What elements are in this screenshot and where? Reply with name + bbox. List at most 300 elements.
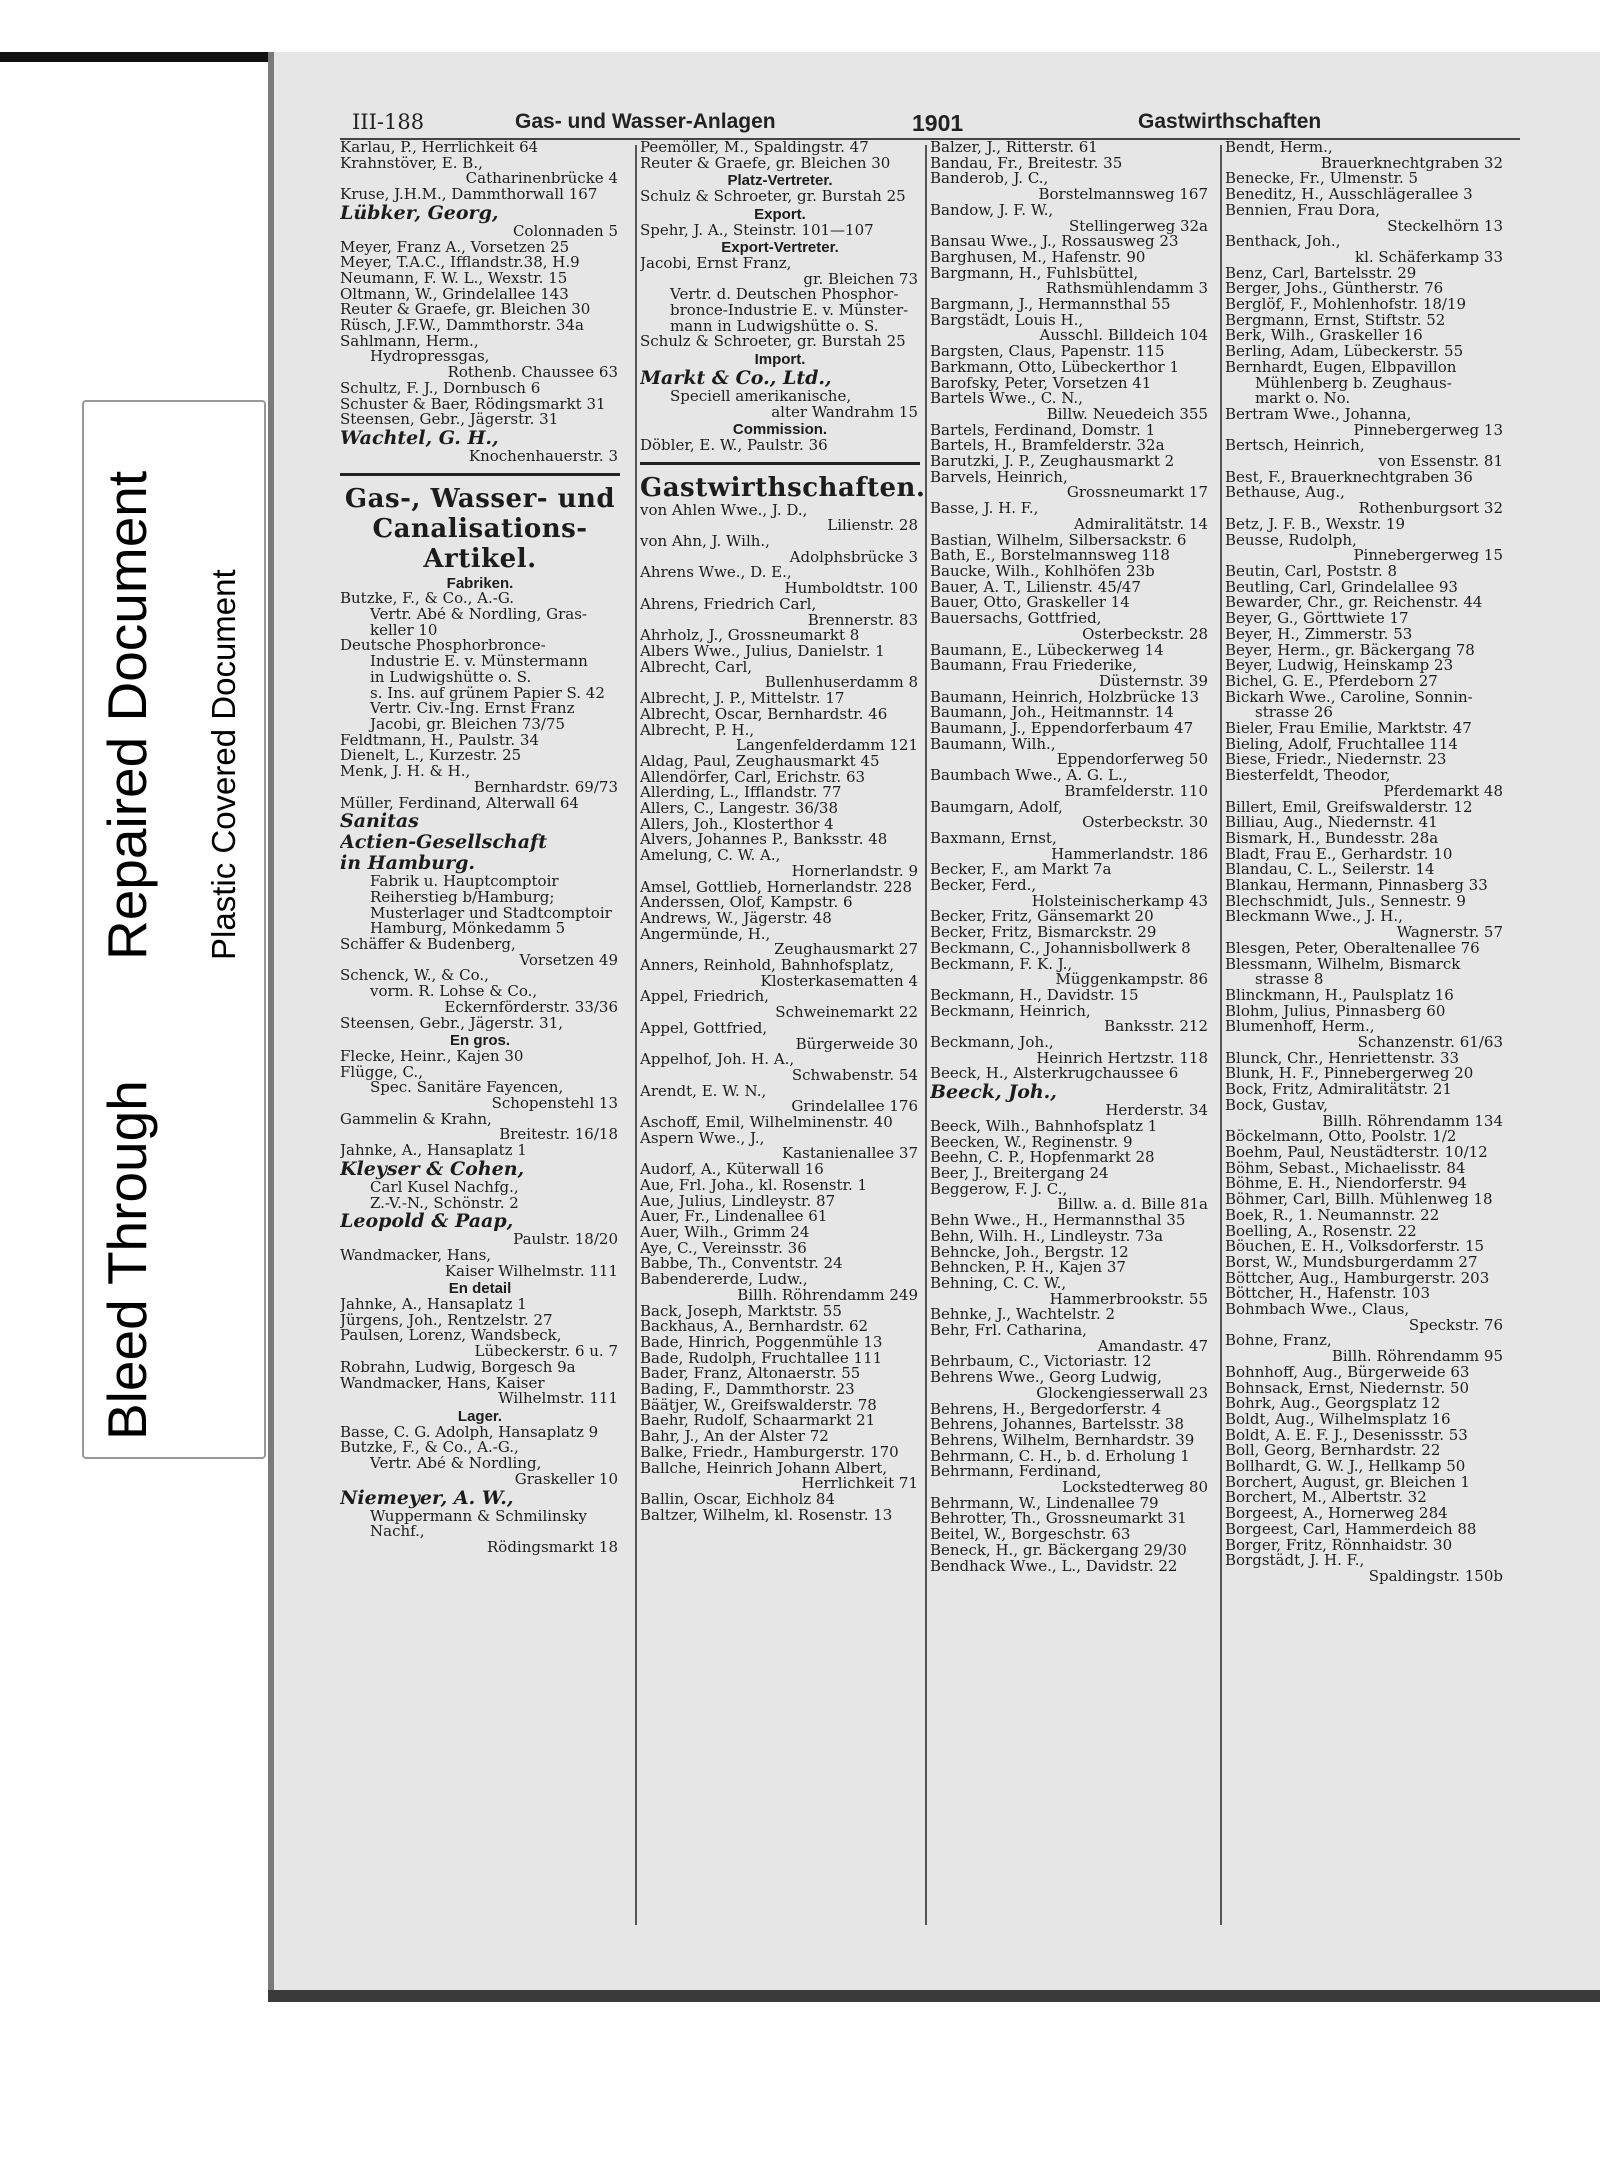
entry-continuation: Adolphsbrücke 3 bbox=[789, 549, 918, 566]
directory-entry: Alvers, Johannes P., Banksstr. 48 bbox=[640, 832, 888, 849]
directory-entry: Aspern Wwe., J., bbox=[640, 1130, 765, 1147]
directory-entry: Blunck, Chr., Henriettenstr. 33 bbox=[1225, 1050, 1460, 1067]
entry-continuation: Billh. Röhrendamm 249 bbox=[737, 1287, 918, 1304]
directory-entry: Bohne, Franz, bbox=[1225, 1333, 1332, 1350]
column-1 bbox=[340, 140, 620, 1556]
directory-entry: Becker, F., am Markt 7a bbox=[930, 862, 1112, 879]
entry-continuation: keller 10 bbox=[370, 622, 438, 639]
directory-entry: Steensen, Gebr., Jägerstr. 31 bbox=[340, 412, 559, 428]
directory-entry: Allers, Joh., Klosterthor 4 bbox=[640, 816, 834, 833]
entry-continuation: Zeughausmarkt 27 bbox=[774, 942, 918, 959]
directory-entry: Borgeest, A., Hornerweg 284 bbox=[1225, 1506, 1448, 1522]
page-bottom-edge bbox=[268, 1990, 1600, 2002]
directory-entry: Berk, Wilh., Graskeller 16 bbox=[1225, 328, 1423, 345]
directory-entry: Bauer, A. T., Lilienstr. 45/47 bbox=[930, 579, 1141, 596]
directory-entry: Blumenhoff, Herm., bbox=[1225, 1019, 1375, 1036]
entry-continuation: Eckernförderstr. 33/36 bbox=[444, 999, 618, 1016]
directory-entry: Appel, Friedrich, bbox=[640, 989, 769, 1006]
entry-continuation: Brauerknechtgraben 32 bbox=[1320, 155, 1503, 172]
directory-entry: Reuter & Graefe, gr. Bleichen 30 bbox=[340, 302, 591, 319]
directory-entry: Rüsch, J.F.W., Dammthorstr. 34a bbox=[340, 318, 584, 334]
directory-entry: Bahr, J., An der Alster 72 bbox=[640, 1429, 829, 1445]
entry-continuation: strasse 26 bbox=[1255, 705, 1333, 722]
directory-entry: Beyer, Ludwig, Heinskamp 23 bbox=[1225, 658, 1454, 674]
directory-entry: Baumann, E., Lübeckerweg 14 bbox=[930, 642, 1164, 659]
entry-continuation: Lilienstr. 28 bbox=[827, 518, 918, 535]
directory-entry: Appel, Gottfried, bbox=[640, 1020, 768, 1037]
column-2 bbox=[640, 140, 926, 1524]
directory-entry: Steensen, Gebr., Jägerstr. 31, bbox=[340, 1015, 564, 1032]
directory-entry: Krahnstöver, E. B., bbox=[340, 155, 483, 172]
directory-entry: Allendörfer, Carl, Erichstr. 63 bbox=[640, 769, 866, 786]
entry-continuation: vorm. R. Lohse & Co., bbox=[370, 984, 538, 1000]
directory-entry: Peemöller, M., Spaldingstr. 47 bbox=[640, 140, 869, 156]
directory-entry: Meyer, T.A.C., Ifflandstr.38, H.9 bbox=[340, 255, 580, 271]
directory-entry: Müller, Ferdinand, Alterwall 64 bbox=[340, 795, 579, 812]
entry-continuation: Vertr. d. Deutschen Phosphor- bbox=[670, 287, 899, 304]
directory-entry: Schulz & Schroeter, gr. Burstah 25 bbox=[640, 334, 906, 351]
directory-entry: Bartels Wwe., C. N., bbox=[930, 391, 1083, 407]
directory-entry: Blesgen, Peter, Oberaltenallee 76 bbox=[1225, 940, 1480, 957]
directory-entry: Böttcher, Aug., Hamburgerstr. 203 bbox=[1225, 1270, 1490, 1287]
directory-entry: Wandmacker, Hans, bbox=[340, 1247, 492, 1264]
directory-entry: von Ahn, J. Wilh., bbox=[640, 534, 770, 550]
directory-entry: Blinckmann, H., Paulsplatz 16 bbox=[1225, 987, 1454, 1004]
directory-entry: Bock, Gustav, bbox=[1225, 1097, 1328, 1114]
directory-entry: Oltmann, W., Grindelallee 143 bbox=[340, 286, 569, 303]
directory-entry: Bennien, Frau Dora, bbox=[1225, 202, 1380, 219]
directory-entry: Bieler, Frau Emilie, Marktstr. 47 bbox=[1225, 721, 1472, 737]
directory-entry: Blankau, Hermann, Pinnasberg 33 bbox=[1225, 878, 1488, 894]
directory-entry: Bichel, G. E., Pferdeborn 27 bbox=[1225, 673, 1438, 690]
entry-continuation: Eppendorferweg 50 bbox=[1056, 752, 1208, 769]
directory-entry: Angermünde, H., bbox=[640, 926, 771, 943]
entry-continuation: Ausschl. Billdeich 104 bbox=[1039, 328, 1208, 345]
section-title: Gas-, Wasser- und bbox=[344, 483, 616, 514]
entry-continuation: Osterbeckstr. 28 bbox=[1082, 626, 1208, 643]
directory-entry: Bading, F., Dammthorstr. 23 bbox=[640, 1382, 855, 1398]
directory-entry: Beneditz, H., Ausschlägerallee 3 bbox=[1225, 187, 1473, 203]
featured-entry: Niemeyer, A. W., bbox=[340, 1487, 514, 1509]
entry-continuation: Rothenburgsort 32 bbox=[1358, 501, 1503, 517]
directory-entry: Jacobi, Ernst Franz, bbox=[640, 255, 792, 272]
directory-entry: Döbler, E. W., Paulstr. 36 bbox=[640, 437, 828, 454]
entry-continuation: Speciell amerikanische, bbox=[670, 388, 852, 405]
directory-entry: Basse, C. G. Adolph, Hansaplatz 9 bbox=[340, 1424, 599, 1441]
directory-entry: Aue, Julius, Lindleystr. 87 bbox=[640, 1193, 836, 1210]
directory-entry: Jahnke, A., Hansaplatz 1 bbox=[340, 1143, 527, 1159]
directory-entry: Beckmann, Joh., bbox=[930, 1035, 1054, 1051]
directory-entry: Bade, Rudolph, Fruchtallee 111 bbox=[640, 1350, 883, 1367]
entry-continuation: Pferdemarkt 48 bbox=[1383, 783, 1503, 800]
directory-entry: Balke, Friedr., Hamburgerstr. 170 bbox=[640, 1444, 899, 1461]
subsection-heading: Fabriken. bbox=[446, 574, 514, 592]
subsection-heading: Commission. bbox=[732, 421, 828, 439]
directory-entry: Boll, Georg, Bernhardstr. 22 bbox=[1225, 1443, 1441, 1460]
directory-entry: Schuster & Baer, Rödingsmarkt 31 bbox=[340, 396, 606, 413]
subsection-heading: Export. bbox=[754, 205, 806, 223]
column-divider bbox=[1220, 145, 1222, 1925]
directory-entry: Basse, J. H. F., bbox=[930, 501, 1039, 517]
entry-continuation: Vertr. Abé & Nordling, Gras- bbox=[370, 607, 587, 623]
directory-entry: Behr, Frl. Catharina, bbox=[930, 1323, 1087, 1339]
directory-entry: Behrmann, C. H., b. d. Erholung 1 bbox=[930, 1448, 1190, 1465]
entry-continuation: Steckelhörn 13 bbox=[1387, 218, 1503, 235]
directory-entry: Borgeest, Carl, Hammerdeich 88 bbox=[1225, 1521, 1477, 1538]
directory-entry: Böuchen, E. H., Volksdorferstr. 15 bbox=[1225, 1239, 1485, 1255]
directory-entry: Bauer, Otto, Graskeller 14 bbox=[930, 595, 1130, 612]
bleed-through-label: Bleed Through bbox=[96, 1080, 158, 1440]
directory-entry: Beckmann, C., Johannisbollwerk 8 bbox=[930, 940, 1191, 957]
repaired-document-label: Repaired Document bbox=[96, 470, 158, 960]
directory-entry: Baehr, Rudolf, Schaarmarkt 21 bbox=[640, 1413, 876, 1430]
directory-entry: Böhmer, Carl, Billh. Mühlenweg 18 bbox=[1225, 1192, 1493, 1208]
directory-entry: Becker, Fritz, Bismarckstr. 29 bbox=[930, 925, 1157, 941]
entry-continuation: Herrlichkeit 71 bbox=[801, 1476, 918, 1492]
page-number: III-188 bbox=[352, 110, 425, 134]
directory-entry: Bendhack Wwe., L., Davidstr. 22 bbox=[930, 1558, 1178, 1575]
section-rule bbox=[340, 473, 620, 476]
featured-entry: in Hamburg. bbox=[340, 853, 476, 875]
directory-entry: Albers Wwe., Julius, Danielstr. 1 bbox=[640, 643, 885, 660]
directory-entry: Bartels, Ferdinand, Domstr. 1 bbox=[930, 422, 1156, 439]
directory-entry: Amsel, Gottlieb, Hornerlandstr. 228 bbox=[640, 879, 913, 896]
entry-continuation: Breitestr. 16/18 bbox=[499, 1127, 618, 1144]
directory-entry: Bader, Franz, Altonaerstr. 55 bbox=[640, 1366, 861, 1383]
directory-entry: Butzke, F., & Co., A.-G., bbox=[340, 1440, 519, 1457]
directory-entry: Bargstädt, Louis H., bbox=[930, 312, 1084, 329]
entry-continuation: Hammerlandstr. 186 bbox=[1051, 846, 1208, 863]
entry-continuation: Lockstedterweg 80 bbox=[1062, 1480, 1208, 1496]
directory-entry: Aye, C., Vereinsstr. 36 bbox=[640, 1240, 807, 1257]
directory-entry: Bohmbach Wwe., Claus, bbox=[1225, 1302, 1410, 1318]
directory-entry: Beyer, Herm., gr. Bäckergang 78 bbox=[1225, 642, 1475, 659]
running-head-right: Gastwirthschaften bbox=[1138, 110, 1322, 133]
directory-entry: Ballche, Heinrich Johann Albert, bbox=[640, 1460, 888, 1477]
featured-entry: Markt & Co., Ltd., bbox=[640, 367, 832, 389]
entry-continuation: Osterbeckstr. 30 bbox=[1082, 815, 1208, 831]
directory-entry: Billert, Emil, Greifswalderstr. 12 bbox=[1225, 799, 1473, 816]
directory-entry: Flecke, Heinr., Kajen 30 bbox=[340, 1048, 524, 1065]
directory-entry: Baumbach Wwe., A. G. L., bbox=[930, 768, 1128, 784]
directory-entry: Albrecht, P. H., bbox=[640, 722, 755, 739]
entry-continuation: in Ludwigshütte o. S. bbox=[370, 669, 532, 686]
entry-continuation: Brennerstr. 83 bbox=[807, 612, 918, 629]
directory-entry: Aue, Frl. Joha., kl. Rosenstr. 1 bbox=[640, 1177, 868, 1194]
directory-entry: Becker, Ferd., bbox=[930, 878, 1037, 894]
entry-continuation: kl. Schäferkamp 33 bbox=[1354, 249, 1503, 266]
directory-entry: Bertsch, Heinrich, bbox=[1225, 438, 1365, 455]
directory-entry: Behnke, J., Wachtelstr. 2 bbox=[930, 1307, 1116, 1324]
entry-continuation: Kastanienallee 37 bbox=[782, 1146, 918, 1163]
entry-continuation: Banksstr. 212 bbox=[1104, 1019, 1208, 1036]
directory-entry: Beutling, Carl, Grindelallee 93 bbox=[1225, 579, 1458, 596]
subsection-heading: Platz-Vertreter. bbox=[727, 172, 833, 190]
entry-continuation: Knochenhauerstr. 3 bbox=[468, 448, 618, 465]
directory-entry: Bergmann, Ernst, Stiftstr. 52 bbox=[1225, 312, 1446, 329]
directory-entry: Kruse, J.H.M., Dammthorwall 167 bbox=[340, 187, 598, 203]
directory-entry: Baumann, Frau Friederike, bbox=[930, 658, 1138, 674]
entry-continuation: Speckstr. 76 bbox=[1408, 1317, 1503, 1334]
directory-entry: Butzke, F., & Co., A.-G. bbox=[340, 591, 515, 608]
directory-entry: Behrens Wwe., Georg Ludwig, bbox=[930, 1370, 1162, 1386]
directory-entry: Anderssen, Olof, Kampstr. 6 bbox=[640, 895, 853, 911]
directory-entry: Back, Joseph, Marktstr. 55 bbox=[640, 1303, 842, 1320]
directory-entry: Appelhof, Joh. H. A., bbox=[640, 1052, 795, 1068]
directory-entry: Blunk, H. F., Pinnebergerweg 20 bbox=[1225, 1066, 1474, 1083]
entry-continuation: Stellingerweg 32a bbox=[1069, 218, 1208, 235]
directory-entry: Behrmann, W., Lindenallee 79 bbox=[930, 1495, 1159, 1512]
directory-entry: Babbe, Th., Conventstr. 24 bbox=[640, 1256, 843, 1273]
running-head-left: Gas- und Wasser-Anlagen bbox=[515, 110, 776, 133]
directory-entry: Borgstädt, J. H. F., bbox=[1225, 1553, 1365, 1569]
directory-entry: Arendt, E. W. N., bbox=[640, 1083, 767, 1100]
directory-entry: Bickarh Wwe., Caroline, Sonnin- bbox=[1225, 689, 1473, 706]
entry-continuation: Billw. a. d. Bille 81a bbox=[1057, 1197, 1208, 1214]
entry-continuation: Kaiser Wilhelmstr. 111 bbox=[444, 1263, 618, 1280]
directory-entry: Beckmann, Heinrich, bbox=[930, 1003, 1091, 1020]
directory-entry: Babendererde, Ludw., bbox=[640, 1272, 808, 1288]
entry-continuation: Rathsmühlendamm 3 bbox=[1045, 281, 1208, 298]
directory-entry: Behning, C. C. W., bbox=[930, 1275, 1067, 1292]
directory-entry: Blohm, Julius, Pinnasberg 60 bbox=[1225, 1003, 1446, 1020]
entry-continuation: Rödingsmarkt 18 bbox=[487, 1539, 618, 1556]
directory-entry: Ballin, Oscar, Eichholz 84 bbox=[640, 1491, 836, 1508]
directory-entry: Aschoff, Emil, Wilhelminenstr. 40 bbox=[640, 1115, 893, 1131]
directory-entry: Baumann, Wilh., bbox=[930, 736, 1056, 753]
directory-entry: Beecken, W., Reginenstr. 9 bbox=[930, 1134, 1133, 1151]
entry-continuation: Schwabenstr. 54 bbox=[791, 1067, 918, 1084]
directory-entry: Paulsen, Lorenz, Wandsbeck, bbox=[340, 1328, 562, 1345]
directory-entry: Beer, J., Breitergang 24 bbox=[930, 1166, 1109, 1182]
entry-continuation: alter Wandrahm 15 bbox=[771, 404, 918, 421]
entry-continuation: Billw. Neuedeich 355 bbox=[1046, 406, 1208, 423]
directory-entry: Barvels, Heinrich, bbox=[930, 469, 1068, 486]
entry-continuation: Glockengiesserwall 23 bbox=[1036, 1385, 1208, 1402]
featured-entry: Actien-Gesellschaft bbox=[340, 832, 547, 854]
section-rule bbox=[640, 462, 920, 465]
directory-entry: Beitel, W., Borgeschstr. 63 bbox=[930, 1527, 1131, 1543]
directory-entry: Bargmann, J., Hermannsthal 55 bbox=[930, 297, 1171, 313]
directory-entry: Bollhardt, G. W. J., Hellkamp 50 bbox=[1225, 1459, 1466, 1475]
directory-entry: Behncke, Joh., Bergstr. 12 bbox=[930, 1244, 1129, 1261]
page-binding-edge bbox=[268, 52, 274, 2002]
directory-entry: Baumgarn, Adolf, bbox=[930, 799, 1063, 816]
entry-continuation: Paulstr. 18/20 bbox=[513, 1232, 618, 1248]
directory-entry: Behrens, H., Bergedorferstr. 4 bbox=[930, 1401, 1162, 1418]
entry-continuation: Spec. Sanitäre Fayencen, bbox=[370, 1080, 564, 1097]
directory-entry: Bargmann, H., Fuhlsbüttel, bbox=[930, 265, 1139, 282]
directory-entry: Barofsky, Peter, Vorsetzen 41 bbox=[930, 375, 1152, 392]
subsection-heading: En detail bbox=[448, 1280, 512, 1298]
entry-continuation: Düsternstr. 39 bbox=[1099, 673, 1208, 690]
entry-continuation: strasse 8 bbox=[1255, 972, 1324, 988]
directory-entry: Benz, Carl, Bartelsstr. 29 bbox=[1225, 265, 1417, 282]
entry-continuation: von Essenstr. 81 bbox=[1378, 454, 1503, 470]
directory-entry: Berglöf, F., Mohlenhofstr. 18/19 bbox=[1225, 297, 1467, 313]
directory-entry: Ahrens Wwe., D. E., bbox=[640, 565, 792, 582]
directory-entry: Beckmann, F. K. J., bbox=[930, 956, 1073, 973]
directory-entry: Boelling, A., Rosenstr. 22 bbox=[1225, 1223, 1417, 1240]
directory-entry: Karlau, P., Herrlichkeit 64 bbox=[340, 140, 539, 156]
subsection-heading: Lager. bbox=[457, 1408, 503, 1425]
subsection-heading: Import. bbox=[754, 351, 806, 369]
entry-continuation: Humboldtstr. 100 bbox=[784, 581, 918, 597]
directory-entry: Beneck, H., gr. Bäckergang 29/30 bbox=[930, 1542, 1187, 1559]
entry-continuation: Bernhardstr. 69/73 bbox=[473, 779, 618, 796]
directory-entry: Benecke, Fr., Ulmenstr. 5 bbox=[1225, 171, 1419, 188]
plastic-covered-label: Plastic Covered Document bbox=[205, 569, 242, 960]
subsection-heading: Export-Vertreter. bbox=[721, 239, 839, 257]
directory-entry: Baumann, J., Eppendorferbaum 47 bbox=[930, 721, 1194, 737]
entry-continuation: Catharinenbrücke 4 bbox=[465, 171, 618, 188]
directory-entry: Boek, R., 1. Neumannstr. 22 bbox=[1225, 1207, 1440, 1224]
entry-continuation: Grindelallee 176 bbox=[791, 1099, 918, 1116]
directory-entry: Aldag, Paul, Zeughausmarkt 45 bbox=[640, 753, 880, 770]
directory-entry: Böhm, Sebast., Michaelisstr. 84 bbox=[1225, 1160, 1466, 1177]
entry-continuation: Vertr. Civ.-Ing. Ernst Franz bbox=[370, 701, 575, 717]
directory-entry: Bohnsack, Ernst, Niedernstr. 50 bbox=[1225, 1380, 1470, 1397]
directory-entry: Beeck, Wilh., Bahnhofsplatz 1 bbox=[930, 1118, 1158, 1135]
directory-entry: Bartels, H., Bramfelderstr. 32a bbox=[930, 438, 1165, 455]
directory-entry: Albrecht, Carl, bbox=[640, 659, 753, 676]
entry-continuation: Industrie E. v. Münstermann bbox=[370, 654, 588, 670]
featured-entry: Beeck, Joh., bbox=[930, 1082, 1057, 1104]
directory-entry: Blessmann, Wilhelm, Bismarck bbox=[1225, 956, 1461, 973]
entry-continuation: Bramfelderstr. 110 bbox=[1064, 783, 1208, 800]
directory-entry: Barutzki, J. P., Zeughausmarkt 2 bbox=[930, 454, 1175, 470]
directory-entry: Behrbaum, C., Victoriastr. 12 bbox=[930, 1354, 1152, 1371]
entry-continuation: Heinrich Hertzstr. 118 bbox=[1036, 1050, 1208, 1067]
directory-entry: Auer, Wilh., Grimm 24 bbox=[640, 1225, 810, 1241]
directory-entry: Jürgens, Joh., Rentzelstr. 27 bbox=[340, 1312, 553, 1329]
directory-entry: Bertram Wwe., Johanna, bbox=[1225, 406, 1412, 423]
directory-entry: Robrahn, Ludwig, Borgesch 9a bbox=[340, 1359, 576, 1376]
directory-entry: Bohnhoff, Aug., Bürgerweide 63 bbox=[1225, 1364, 1470, 1381]
entry-continuation: Hydropressgas, bbox=[370, 349, 490, 366]
entry-continuation: Wagnerstr. 57 bbox=[1396, 925, 1503, 941]
directory-entry: Feldtmann, H., Paulstr. 34 bbox=[340, 732, 539, 749]
entry-continuation: markt o. No. bbox=[1255, 391, 1351, 407]
directory-entry: Jahnke, A., Hansaplatz 1 bbox=[340, 1297, 527, 1313]
entry-continuation: Z.-V.-N., Schönstr. 2 bbox=[370, 1195, 519, 1212]
directory-entry: Neumann, F. W. L., Wexstr. 15 bbox=[340, 270, 568, 287]
featured-entry: Lübker, Georg, bbox=[340, 202, 499, 224]
entry-continuation: Schopenstehl 13 bbox=[491, 1096, 618, 1112]
entry-continuation: Spaldingstr. 150b bbox=[1368, 1568, 1503, 1585]
directory-entry: Sahlmann, Herm., bbox=[340, 333, 479, 350]
entry-continuation: Holsteinischerkamp 43 bbox=[1031, 893, 1208, 910]
entry-continuation: s. Ins. auf grünem Papier S. 42 bbox=[370, 685, 605, 702]
entry-continuation: Wuppermann & Schmilinsky bbox=[370, 1508, 587, 1525]
directory-entry: Borger, Fritz, Rönnhaidstr. 30 bbox=[1225, 1537, 1453, 1554]
directory-entry: Boldt, Aug., Wilhelmsplatz 16 bbox=[1225, 1411, 1451, 1428]
entry-continuation: Nachf., bbox=[370, 1524, 425, 1540]
directory-entry: Baxmann, Ernst, bbox=[930, 830, 1057, 847]
featured-entry: Sanitas bbox=[340, 811, 419, 833]
entry-continuation: Langenfelderdamm 121 bbox=[736, 738, 918, 754]
directory-entry: Beggerow, F. J. C., bbox=[930, 1181, 1068, 1198]
entry-continuation: Vertr. Abé & Nordling, bbox=[370, 1456, 542, 1472]
entry-continuation: Bürgerweide 30 bbox=[795, 1036, 918, 1053]
column-4 bbox=[1225, 140, 1505, 1585]
directory-entry: von Ahlen Wwe., J. D., bbox=[640, 502, 808, 519]
directory-entry: Behrens, Johannes, Bartelsstr. 38 bbox=[930, 1417, 1184, 1433]
entry-continuation: Pinnebergerweg 13 bbox=[1353, 422, 1503, 439]
directory-entry: Reuter & Graefe, gr. Bleichen 30 bbox=[640, 155, 891, 172]
directory-entry: Behn Wwe., H., Hermannsthal 35 bbox=[930, 1213, 1186, 1229]
directory-entry: Boldt, A. E. F. J., Desenissstr. 53 bbox=[1225, 1427, 1468, 1444]
directory-entry: Ahrens, Friedrich Carl, bbox=[640, 596, 817, 613]
directory-entry: Bade, Hinrich, Poggenmühle 13 bbox=[640, 1334, 883, 1351]
directory-entry: Baumann, Heinrich, Holzbrücke 13 bbox=[930, 689, 1200, 706]
entry-continuation: Pinnebergerweg 15 bbox=[1353, 548, 1503, 564]
directory-entry: Bismark, H., Bundesstr. 28a bbox=[1225, 830, 1439, 847]
directory-entry: Baumann, Joh., Heitmannstr. 14 bbox=[930, 705, 1174, 722]
entry-continuation: Reiherstieg b/Hamburg; bbox=[370, 889, 555, 906]
entry-continuation: bronce-Industrie E. v. Münster- bbox=[670, 303, 909, 319]
directory-entry: Bethause, Aug., bbox=[1225, 485, 1345, 502]
entry-continuation: mann in Ludwigshütte o. S. bbox=[670, 318, 879, 335]
directory-entry: Betz, J. F. B., Wexstr. 19 bbox=[1225, 516, 1406, 533]
entry-continuation: Admiralitätstr. 14 bbox=[1073, 516, 1208, 533]
entry-continuation: Hornerlandstr. 9 bbox=[791, 863, 918, 880]
entry-continuation: Herderstr. 34 bbox=[1105, 1103, 1208, 1119]
featured-entry: Wachtel, G. H., bbox=[340, 427, 499, 449]
directory-entry: Bansau Wwe., J., Rossausweg 23 bbox=[930, 234, 1179, 250]
directory-entry: Böttcher, H., Hafenstr. 103 bbox=[1225, 1286, 1431, 1303]
directory-entry: Beyer, G., Görttwiete 17 bbox=[1225, 611, 1409, 627]
directory-entry: Benthack, Joh., bbox=[1225, 234, 1341, 250]
directory-entry: Berger, Johs., Güntherstr. 76 bbox=[1225, 281, 1444, 298]
entry-continuation: Klosterkasematten 4 bbox=[760, 973, 918, 990]
entry-continuation: Carl Kusel Nachfg., bbox=[370, 1179, 519, 1196]
directory-entry: Barghusen, M., Hafenstr. 90 bbox=[930, 249, 1146, 266]
directory-entry: Borst, W., Mundsburgerdamm 27 bbox=[1225, 1254, 1478, 1271]
directory-entry: Bleckmann Wwe., J. H., bbox=[1225, 909, 1403, 926]
directory-entry: Backhaus, A., Bernhardstr. 62 bbox=[640, 1319, 869, 1335]
directory-entry: Andrews, W., Jägerstr. 48 bbox=[640, 910, 832, 927]
directory-entry: Bandau, Fr., Breitestr. 35 bbox=[930, 155, 1123, 172]
entry-continuation: Jacobi, gr. Bleichen 73/75 bbox=[370, 716, 566, 733]
directory-entry: Beeck, H., Alsterkrugchaussee 6 bbox=[930, 1066, 1179, 1083]
entry-continuation: Hamburg, Mönkedamm 5 bbox=[370, 921, 566, 938]
entry-continuation: Billh. Röhrendamm 134 bbox=[1322, 1113, 1503, 1130]
directory-entry: Schultz, F. J., Dornbusch 6 bbox=[340, 380, 541, 397]
directory-entry: Bohrk, Aug., Georgsplatz 12 bbox=[1225, 1396, 1441, 1412]
directory-entry: Best, F., Brauerknechtgraben 36 bbox=[1225, 469, 1473, 486]
directory-entry: Berling, Adam, Lübeckerstr. 55 bbox=[1225, 344, 1464, 360]
entry-continuation: Billh. Röhrendamm 95 bbox=[1331, 1349, 1503, 1365]
directory-entry: Bargsten, Claus, Papenstr. 115 bbox=[930, 344, 1165, 360]
directory-entry: Bauersachs, Gottfried, bbox=[930, 611, 1102, 627]
entry-continuation: Musterlager und Stadtcomptoir bbox=[370, 905, 612, 922]
directory-entry: Allers, C., Langestr. 36/38 bbox=[640, 801, 839, 817]
directory-entry: Flügge, C., bbox=[340, 1064, 423, 1081]
directory-entry: Schäffer & Budenberg, bbox=[340, 937, 516, 953]
directory-entry: Audorf, A., Küterwall 16 bbox=[640, 1162, 824, 1178]
featured-entry: Leopold & Paap, bbox=[340, 1211, 514, 1233]
directory-entry: Bandow, J. F. W., bbox=[930, 202, 1054, 219]
directory-entry: Ahrholz, J., Grossneumarkt 8 bbox=[640, 628, 860, 644]
directory-entry: Beyer, H., Zimmerstr. 53 bbox=[1225, 626, 1413, 643]
directory-entry: Bastian, Wilhelm, Silbersackstr. 6 bbox=[930, 532, 1187, 549]
entry-continuation: Schweinemarkt 22 bbox=[775, 1005, 918, 1021]
directory-entry: Meyer, Franz A., Vorsetzen 25 bbox=[340, 239, 570, 256]
directory-entry: Deutsche Phosphorbronce- bbox=[340, 638, 546, 655]
directory-entry: Baltzer, Wilhelm, kl. Rosenstr. 13 bbox=[640, 1507, 893, 1524]
directory-entry: Biese, Friedr., Niedernstr. 23 bbox=[1225, 752, 1447, 769]
